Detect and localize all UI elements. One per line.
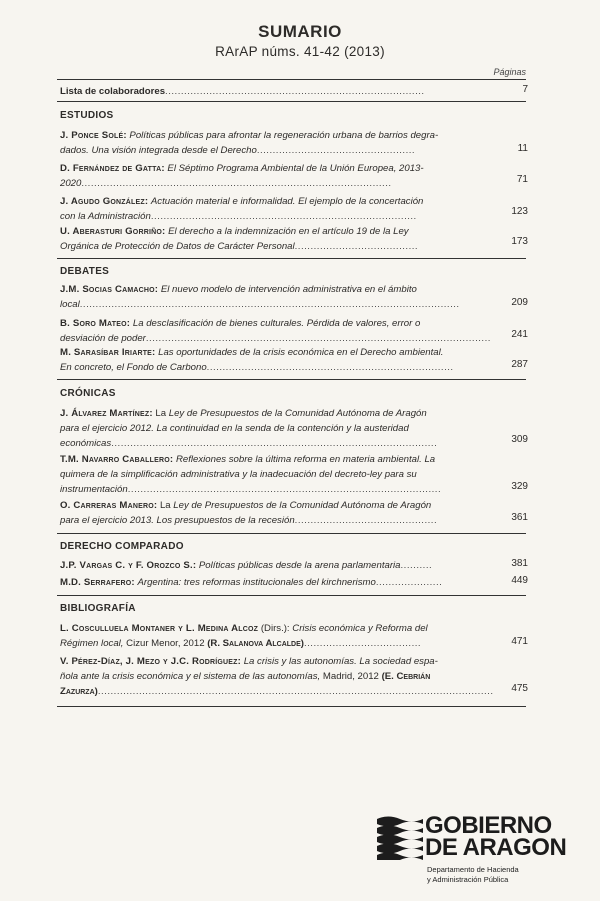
top-rule	[57, 79, 526, 80]
entry-page: 287	[511, 359, 528, 370]
entry-title-cont: desviación de poder	[60, 333, 146, 344]
entry-author: J. Ponce Solé:	[60, 130, 127, 141]
toc-entry-navarro: T.M. Navarro Caballero: Reflexiones sobre la última reforma en materia ambiental. La quimera de la simplificación administrativa y la inadecuación del decreto-ley para su instrumentación...................................................................................................	[60, 454, 442, 495]
logo-department-line2: y Administración Pública	[427, 875, 509, 884]
aragon-waves-icon	[377, 814, 423, 860]
entry-author: D. Fernández de Gatta:	[60, 163, 165, 174]
entry-page: 475	[511, 683, 528, 694]
entry-page: 471	[511, 636, 528, 647]
entry-title: Políticas públicas desde la arena parlamentaria	[198, 560, 401, 571]
entry-author: T.M. Navarro Caballero:	[60, 454, 174, 465]
entry-page: 209	[511, 297, 528, 308]
entry-page: 241	[511, 329, 528, 340]
entry-page: 173	[511, 236, 528, 247]
entry-title: Políticas públicas para afrontar la regeneración urbana de barrios degra-	[129, 130, 439, 141]
entry-title: Actuación material e informalidad. El ejemplo de la concertación	[150, 196, 424, 207]
entry-author: J. Álvarez Martínez:	[60, 408, 153, 419]
colaboradores-entry: Lista de colaboradores..................................................................................	[60, 86, 425, 97]
section-heading-estudios: ESTUDIOS	[60, 110, 114, 121]
entry-page: 123	[511, 206, 528, 217]
toc-entry-ponce: J. Ponce Solé: Políticas públicas para afrontar la regeneración urbana de barrios degra- dados. Una visión integrada desde el Derecho..................................................	[60, 130, 439, 156]
entry-publication: Madrid, 2012	[320, 671, 382, 682]
entry-page: 309	[511, 434, 528, 445]
entry-title-cont: con la Administración	[60, 211, 151, 222]
page-subtitle: RArAP núms. 41-42 (2013)	[215, 44, 385, 59]
entry-title-cont: quimera de la simplificación administrativa y la inadecuación del decreto-ley para su	[60, 469, 417, 480]
section-rule	[57, 101, 526, 102]
entry-title: Ley de Presupuestos de la Comunidad Autónoma de Aragón	[173, 500, 432, 511]
section-rule	[57, 258, 526, 259]
entry-title-article: La	[155, 408, 169, 419]
entry-title-cont: ñola ante la crisis económica y el sistema de las autonomías,	[60, 671, 321, 682]
entry-page: 11	[517, 143, 528, 154]
paginas-label: Páginas	[493, 67, 526, 77]
toc-entry-agudo: J. Agudo González: Actuación material e informalidad. El ejemplo de la concertación con la Administración....................................................................................	[60, 196, 424, 222]
entry-author: B. Soro Mateo:	[60, 318, 131, 329]
toc-entry-carreras: O. Carreras Manero: La Ley de Presupuestos de la Comunidad Autónoma de Aragón para el ejercicio 2013. Los presupuestos de la recesión.............................................	[60, 500, 438, 526]
section-heading-derecho-comparado: DERECHO COMPARADO	[60, 541, 184, 552]
entry-title-cont: instrumentación	[60, 484, 128, 495]
toc-entry-vargas: J.P. Vargas C. y F. Orozco S.: Políticas públicas desde la arena parlamentaria..........	[60, 560, 433, 571]
entry-title-cont: para el ejercicio 2013. Los presupuestos de la recesión	[60, 515, 295, 526]
entry-title: El derecho a la indemnización en el artículo 19 de la Ley	[168, 226, 409, 237]
entry-page: 449	[511, 575, 528, 586]
logo-text-line2: DE ARAGON	[425, 834, 567, 861]
entry-title: La crisis y las autonomías. La sociedad espa-	[243, 656, 438, 667]
entry-author: O. Carreras Manero:	[60, 500, 158, 511]
entry-title-cont: En concreto, el Fondo de Carbono	[60, 362, 207, 373]
entry-author: J.P. Vargas C. y F. Orozco S.:	[60, 560, 197, 571]
entry-title-cont: local	[60, 299, 80, 310]
entry-title: El nuevo modelo de intervención administrativa en el ámbito	[160, 284, 417, 295]
toc-entry-cosculluela: L. Cosculluela Montaner y L. Medina Alcoz (Dirs.): Crisis económica y Reforma del Régimen local, Cizur Menor, 2012 (R. Salanova Alcalde).....................................	[60, 623, 428, 649]
toc-entry-perez-diaz: V. Pérez-Díaz, J. Mezo y J.C. Rodríguez: La crisis y las autonomías. La sociedad espa- ñola ante la crisis económica y el sistema de las autonomías, Madrid, 2012 (E. Cebrián Zazurza).............................................................................................................................	[60, 656, 494, 697]
gobierno-de-aragon-logo	[377, 812, 587, 892]
entry-title: El Séptimo Programa Ambiental de la Unión Europea, 2013-	[167, 163, 424, 174]
entry-author: L. Cosculluela Montaner y L. Medina Alcoz	[60, 623, 259, 634]
entry-title-article: La	[159, 500, 174, 511]
section-rule	[57, 533, 526, 534]
section-heading-cronicas: CRÓNICAS	[60, 388, 116, 399]
toc-entry-fernandez: D. Fernández de Gatta: El Séptimo Programa Ambiental de la Unión Europea, 2013- 2020..................................................................................................	[60, 163, 424, 189]
colaboradores-page: 7	[522, 84, 528, 95]
entry-author: M. Sarasíbar Iriarte:	[60, 347, 156, 358]
entry-reviewer-cont: Zazurza)	[60, 686, 98, 697]
logo-department-line1: Departamento de Hacienda	[427, 865, 519, 874]
entry-author: J. Agudo González:	[60, 196, 149, 207]
entry-author: V. Pérez-Díaz, J. Mezo y J.C. Rodríguez:	[60, 656, 242, 667]
bottom-rule	[57, 706, 526, 707]
entry-title: Reflexiones sobre la última reforma en materia ambiental. La	[175, 454, 436, 465]
entry-title-cont: Régimen local,	[60, 638, 124, 649]
entry-editor-note: (Dirs.):	[258, 623, 293, 634]
section-heading-debates: DEBATES	[60, 266, 110, 277]
entry-title: Crisis económica y Reforma del	[292, 623, 428, 634]
entry-title: Las oportunidades de la crisis económica en el Derecho ambiental.	[158, 347, 444, 358]
section-heading-bibliografia: BIBLIOGRAFÍA	[60, 603, 136, 614]
toc-entry-aberasturi: U. Aberasturi Gorriño: El derecho a la indemnización en el artículo 19 de la Ley Orgánica de Protección de Datos de Carácter Personal.......................................	[60, 226, 419, 252]
entry-title: La desclasificación de bienes culturales. Pérdida de valores, error o	[132, 318, 421, 329]
entry-title-cont: 2020	[60, 178, 82, 189]
entry-title: Ley de Presupuestos de la Comunidad Autónoma de Aragón	[168, 408, 427, 419]
toc-entry-alvarez: J. Álvarez Martínez: La Ley de Presupuestos de la Comunidad Autónoma de Aragón para el ejercicio 2012. La continuidad en la senda de la contención y la austeridad económicas.......................................................................................................	[60, 408, 438, 449]
entry-author: J.M. Socias Camacho:	[60, 284, 159, 295]
section-rule	[57, 595, 526, 596]
entry-page: 71	[516, 174, 528, 185]
colaboradores-label: Lista de colaboradores	[60, 86, 166, 97]
section-rule	[57, 379, 526, 380]
entry-title-cont: Orgánica de Protección de Datos de Carácter Personal	[60, 241, 295, 252]
entry-page: 381	[511, 558, 528, 569]
toc-entry-socias: J.M. Socias Camacho: El nuevo modelo de intervención administrativa en el ámbito local........................................................................................................................	[60, 284, 460, 310]
entry-publication: Cizur Menor, 2012	[123, 638, 208, 649]
entry-reviewer: (R. Salanova Alcalde)	[207, 638, 304, 649]
toc-entry-serrafero: M.D. Serrafero: Argentina: tres reformas institucionales del kirchnerismo.....................	[60, 577, 443, 588]
entry-author: U. Aberasturi Gorriño:	[60, 226, 166, 237]
entry-page: 361	[511, 512, 528, 523]
entry-title-cont: económicas	[60, 438, 112, 449]
toc-entry-sarasibar: M. Sarasíbar Iriarte: Las oportunidades de la crisis económica en el Derecho ambiental. En concreto, el Fondo de Carbono..............................................................................	[60, 347, 454, 373]
entry-author: M.D. Serrafero:	[60, 577, 135, 588]
entry-page: 329	[511, 481, 528, 492]
entry-title: Argentina: tres reformas institucionales del kirchnerismo	[137, 577, 376, 588]
page-title: SUMARIO	[258, 22, 342, 41]
logo-text-line1: GOBIERNO	[425, 812, 552, 839]
entry-title-cont: dados. Una visión integrada desde el Derecho	[60, 145, 257, 156]
entry-reviewer: (E. Cebrián	[381, 671, 431, 682]
entry-title-cont: para el ejercicio 2012. La continuidad en la senda de la contención y la austeridad	[60, 423, 409, 434]
toc-entry-soro: B. Soro Mateo: La desclasificación de bienes culturales. Pérdida de valores, error o desviación de poder.............................................................................................................	[60, 318, 491, 344]
